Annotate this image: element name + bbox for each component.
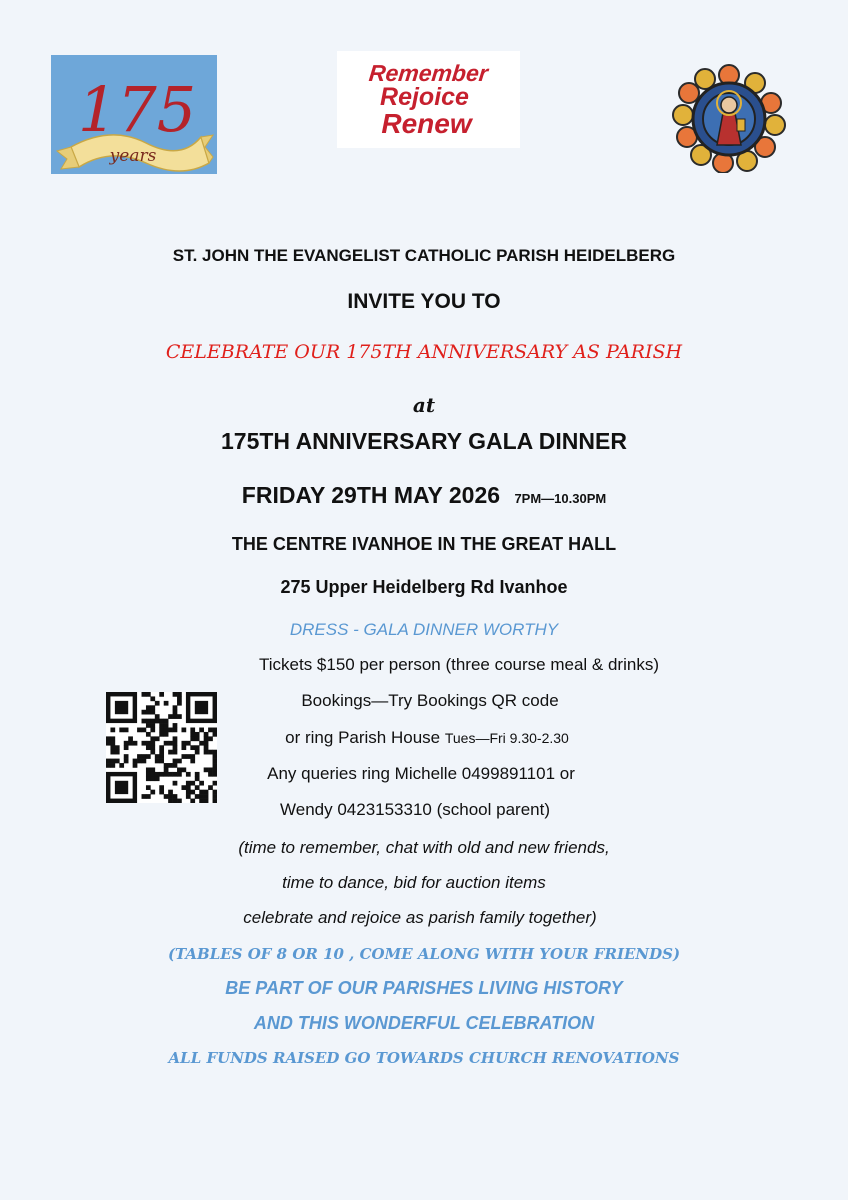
tables-line: (TABLES OF 8 OR 10 , COME ALONG WITH YOUR FRIENDS) <box>167 945 681 963</box>
stained-glass-window-icon <box>667 63 791 173</box>
anniversary-number: 175 <box>77 73 197 146</box>
note-line-1: (time to remember, chat with old and new friends, <box>238 838 610 857</box>
bookings-info: Bookings—Try Bookings QR code <box>301 691 559 710</box>
parish-name: ST. JOHN THE EVANGELIST CATHOLIC PARISH HEIDELBERG <box>172 246 676 265</box>
qr-finder-pattern <box>106 772 137 803</box>
wonderful-line: AND THIS WONDERFUL CELEBRATION <box>253 1013 595 1033</box>
at-word: at <box>412 393 436 417</box>
wendy-line: Wendy 0423153310 (school parent) <box>280 800 550 819</box>
queries-line: Any queries ring Michelle 0499891101 or <box>267 764 575 783</box>
note-line-2: time to dance, bid for auction items <box>282 873 546 892</box>
anniversary-word: years <box>109 146 157 166</box>
history-line: BE PART OF OUR PARISHES LIVING HISTORY <box>225 978 623 998</box>
theme-remember: Remember <box>367 59 490 86</box>
celebrate-line: CELEBRATE OUR 175TH ANNIVERSARY AS PARISH <box>165 341 683 363</box>
qr-code[interactable] <box>106 692 217 803</box>
theme-rejoice: Rejoice <box>380 82 469 111</box>
funds-line: ALL FUNDS RAISED GO TOWARDS CHURCH RENOVATIONS <box>168 1049 680 1067</box>
event-date-line <box>0 482 848 509</box>
note-line-3: celebrate and rejoice as parish family together) <box>243 908 597 927</box>
anniversary-175-logo <box>51 55 217 174</box>
remember-rejoice-renew-logo <box>337 51 520 148</box>
ring-parish-house: or ring Parish House <box>285 728 441 747</box>
event-date: FRIDAY 29TH MAY 2026 <box>241 482 501 508</box>
theme-renew: Renew <box>381 107 472 139</box>
dress-code: DRESS - GALA DINNER WORTHY <box>289 620 559 639</box>
qr-finder-pattern <box>186 692 217 723</box>
address: 275 Upper Heidelberg Rd Ivanhoe <box>280 577 568 597</box>
event-time: 7PM—10.30PM <box>514 491 607 506</box>
tickets-info: Tickets $150 per person (three course meal & drinks) <box>259 655 659 674</box>
qr-finder-pattern <box>106 692 137 723</box>
venue: THE CENTRE IVANHOE IN THE GREAT HALL <box>231 534 617 554</box>
office-hours: Tues—Fri 9.30-2.30 <box>444 730 569 746</box>
invite-heading: INVITE YOU TO <box>347 290 501 313</box>
event-title: 175TH ANNIVERSARY GALA DINNER <box>221 428 627 454</box>
